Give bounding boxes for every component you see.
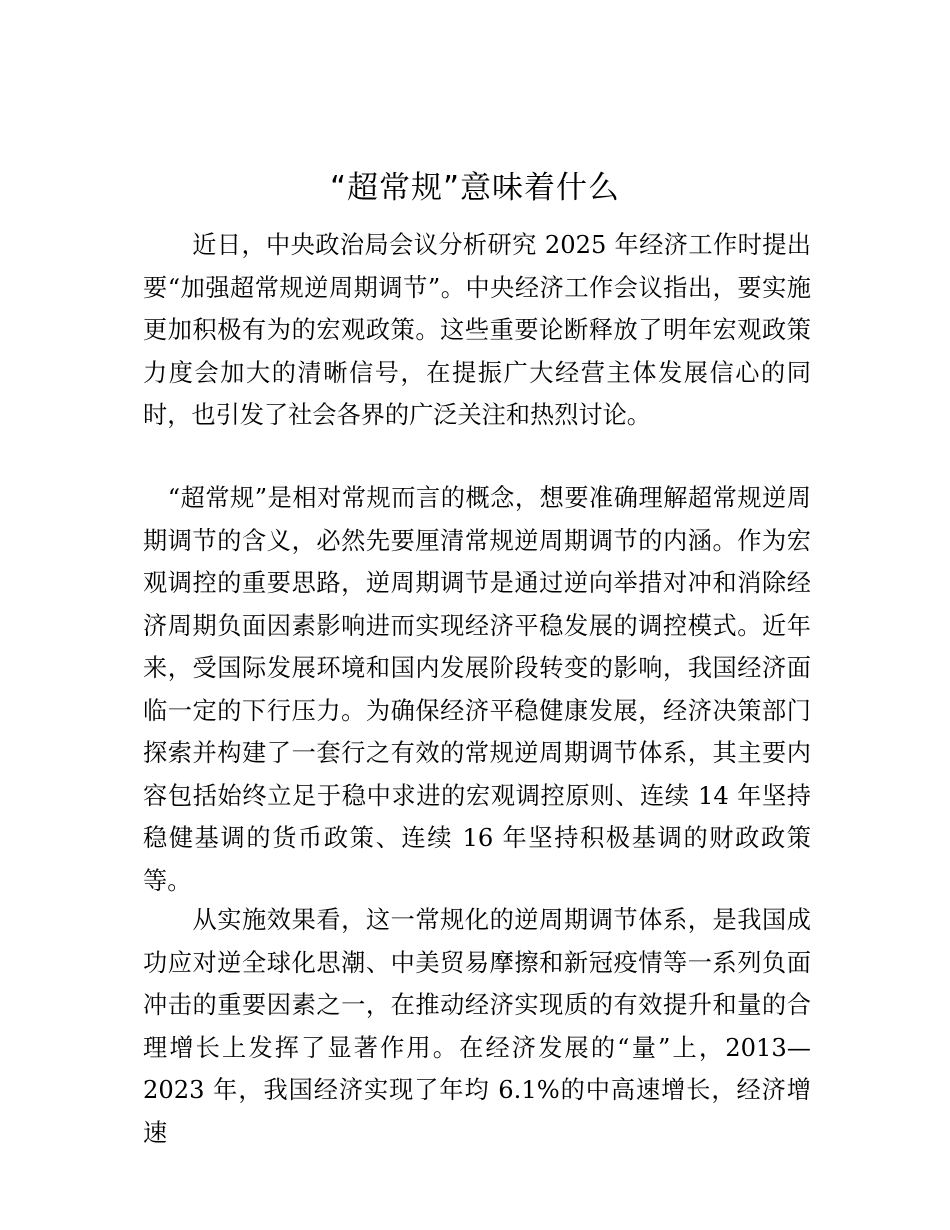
- paragraph-2: “超常规”是相对常规而言的概念，想要准确理解超常规逆周期调节的含义，必然先要厘清常规逆周期调节的内涵。作为宏观调控的重要思路，逆周期调节是通过逆向举措对冲和消除经济周期负面因素影响进而实现经济平稳发展的调控模式。近年来，受国际发展环境和国内发展阶段转变的影响，我国经济面临一定的下行压力。为确保经济平稳健康发展，经济决策部门探索并构建了一套行之有效的常规逆周期调节体系，其主要内容包括始终立足于稳中求进的宏观调控原则、连续 14 年坚持稳健基调的货币政策、连续 16 年坚持积极基调的财政政策等。: [143, 484, 811, 895]
- paragraph-1: 近日，中央政治局会议分析研究 2025 年经济工作时提出要“加强超常规逆周期调节”。中央经济工作会议指出，要实施更加积极有为的宏观政策。这些重要论断释放了明年宏观政策力度会加大的清晰信号，在提振广大经营主体发展信心的同时，也引发了社会各界的广泛关注和热烈讨论。: [143, 231, 811, 429]
- paragraph-3: 从实施效果看，这一常规化的逆周期调节体系，是我国成功应对逆全球化思潮、中美贸易摩擦和新冠疫情等一系列负面冲击的重要因素之一，在推动经济实现质的有效提升和量的合理增长上发挥了显著作用。在经济发展的“量”上，2013—2023 年，我国经济实现了年均 6.1%的中高速增长，经济增速: [143, 906, 811, 1147]
- page-title: “超常规”意味着什么: [329, 170, 621, 206]
